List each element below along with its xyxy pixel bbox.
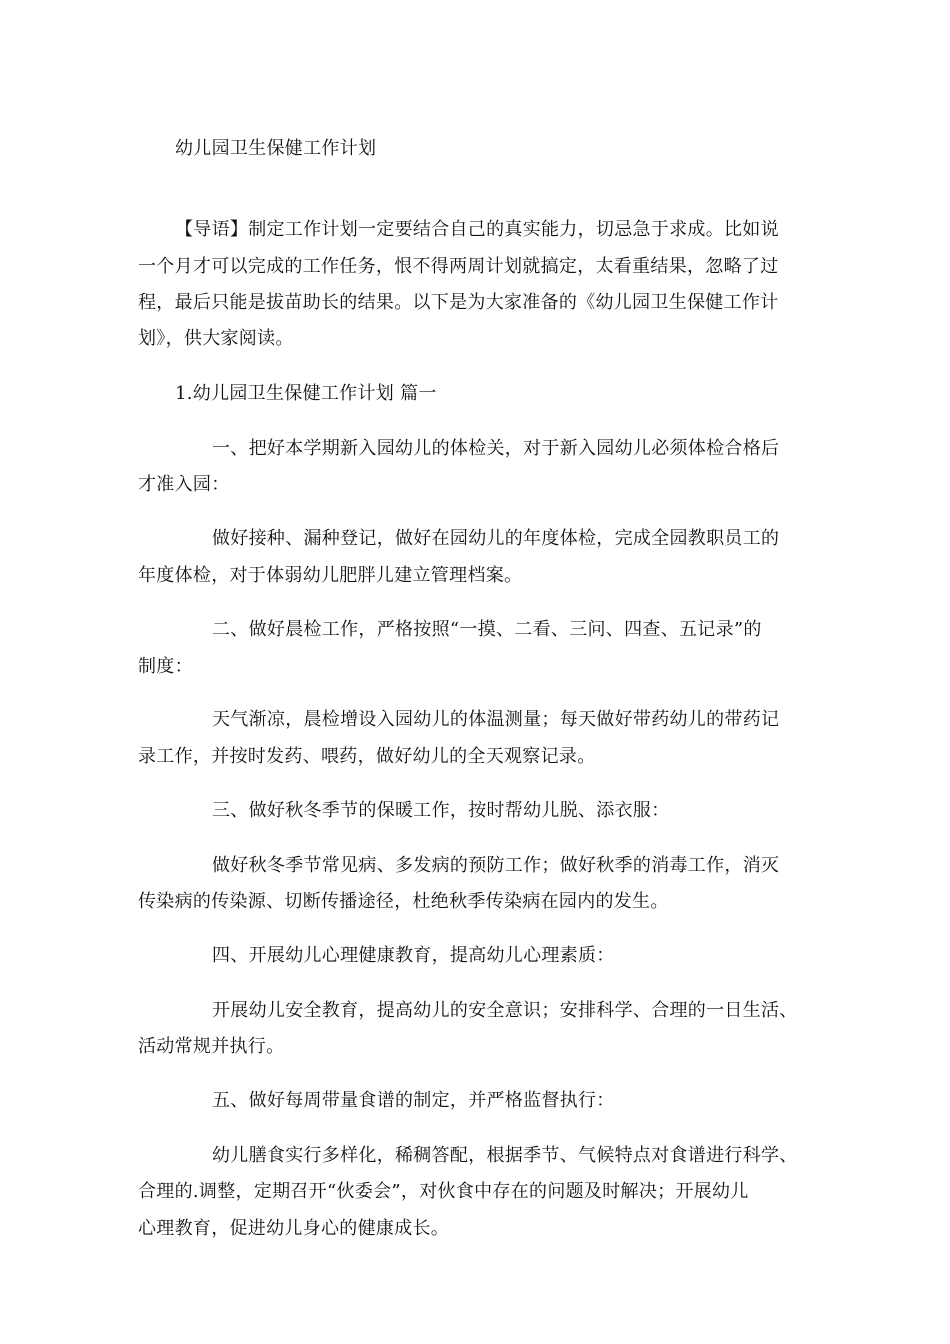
paragraph-8-line-1: 开展幼儿安全教育，提高幼儿的安全意识；安排科学、合理的一日生活、 xyxy=(212,1000,798,1021)
paragraph-10-line-1: 幼儿膳食实行多样化，稀稠答配，根据季节、气候特点对食谱进行科学、 xyxy=(212,1145,798,1166)
paragraph-10-line-3: 心理教育，促进幼儿身心的健康成长。 xyxy=(138,1218,450,1239)
paragraph-5-line-1: 三、做好秋冬季节的保暖工作，按时帮幼儿脱、添衣服： xyxy=(212,800,670,821)
paragraph-8-line-2: 活动常规并执行。 xyxy=(138,1036,285,1057)
intro-line-3: 程，最后只能是拔苗助长的结果。以下是为大家准备的《幼儿园卫生保健工作计 xyxy=(138,292,779,313)
paragraph-3-line-2: 制度： xyxy=(138,656,193,677)
paragraph-9-line-1: 五、做好每周带量食谱的制定，并严格监督执行： xyxy=(212,1090,615,1111)
paragraph-4-line-2: 录工作，并按时发药、喂药，做好幼儿的全天观察记录。 xyxy=(138,746,596,767)
paragraph-7-line-1: 四、开展幼儿心理健康教育，提高幼儿心理素质： xyxy=(212,945,615,966)
paragraph-6-line-1: 做好秋冬季节常见病、多发病的预防工作；做好秋季的消毒工作，消灭 xyxy=(212,855,780,876)
paragraph-1-line-2: 才准入园： xyxy=(138,474,230,495)
paragraph-2-line-1: 做好接种、漏种登记，做好在园幼儿的年度体检，完成全园教职员工的 xyxy=(212,528,780,549)
section-heading: 1.幼儿园卫生保健工作计划 篇一 xyxy=(175,383,437,404)
paragraph-4-line-1: 天气渐凉，晨检增设入园幼儿的体温测量；每天做好带药幼儿的带药记 xyxy=(212,709,780,730)
document-title: 幼儿园卫生保健工作计划 xyxy=(175,138,377,159)
intro-line-2: 一个月才可以完成的工作任务，恨不得两周计划就搞定，太看重结果，忽略了过 xyxy=(138,256,779,277)
paragraph-10-line-2: 合理的.调整，定期召开“伙委会”，对伙食中存在的问题及时解决；开展幼儿 xyxy=(138,1181,749,1202)
intro-line-1: 【导语】制定工作计划一定要结合自己的真实能力，切忌急于求成。比如说 xyxy=(175,219,779,240)
paragraph-3-line-1: 二、做好晨检工作，严格按照“一摸、二看、三问、四查、五记录”的 xyxy=(212,619,762,640)
intro-line-4: 划》，供大家阅读。 xyxy=(138,328,294,349)
paragraph-6-line-2: 传染病的传染源、切断传播途径，杜绝秋季传染病在园内的发生。 xyxy=(138,891,669,912)
paragraph-2-line-2: 年度体检，对于体弱幼儿肥胖儿建立管理档案。 xyxy=(138,565,523,586)
paragraph-1-line-1: 一、把好本学期新入园幼儿的体检关，对于新入园幼儿必须体检合格后 xyxy=(212,438,780,459)
